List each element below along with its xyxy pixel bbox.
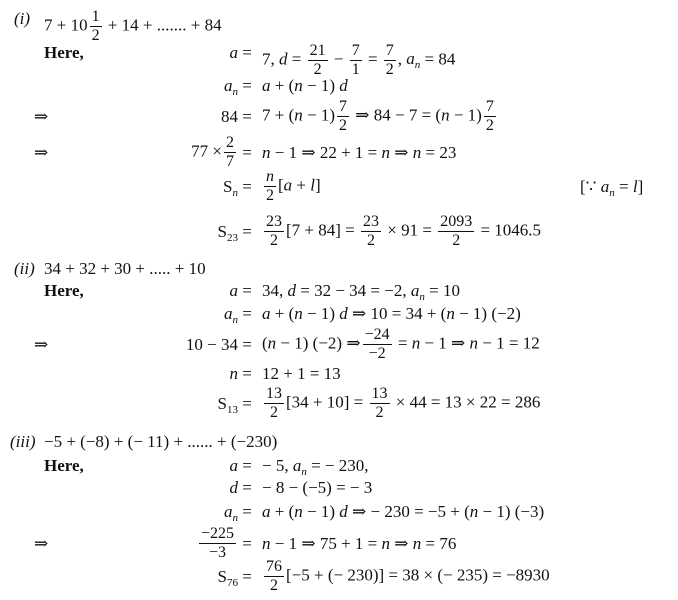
equals-sign: =: [242, 567, 252, 586]
part-i-step4-lhs: 77 × $\frac{2}{7}$: [191, 134, 234, 170]
part-ii-step5-lhs: $S_{13}$: [217, 394, 238, 416]
part-i-step1-lhs: a: [229, 43, 238, 62]
part-i-step3-lhs: 84: [221, 107, 238, 126]
equals-sign: =: [242, 304, 252, 323]
part-i-step6-lhs: $S_{23}$: [217, 222, 238, 244]
part-i-step5-lhs: $S_n$: [223, 177, 238, 199]
part-iii-series: −5 + (−8) + (− 11) + ...... + (−230): [44, 432, 278, 451]
implies-arrow-icon: ⇒: [34, 107, 49, 126]
part-i-step1-rhs: 7, d = $\frac{21}{2}$ − $\frac{7}{1}$ = $\frac{7}{2}$ , $a_n = 84$: [262, 42, 456, 78]
part-i-step6-rhs: $\frac{23}{2}$ [7 + 84] = $\frac{23}{2}$ × 91 = $\frac{2093}{2}$ = 1046.5: [266, 213, 542, 249]
part-ii-step4-rhs: 12 + 1 = 13: [262, 364, 341, 383]
part-ii-label: (ii): [14, 259, 35, 278]
part-iii-step5-rhs: $\frac{76}{2}$ [−5 + (− 230)] = 38 × (− 235) = −8930: [266, 558, 550, 594]
part-ii-step2-rhs: a + (n − 1) d ⇒ 10 = 34 + (n − 1) (−2): [262, 304, 521, 323]
part-i-label: (i): [14, 9, 31, 28]
part-ii-step1-lhs: a: [229, 281, 238, 300]
equals-sign: =: [242, 456, 252, 475]
part-ii-step3-rhs: (n − 1) (−2) ⇒ $\frac{-24}{-2}$ = n − 1 ⇒ n − 1 = 12: [262, 326, 540, 362]
part-iii-step1-rhs: − 5, $a_n$ = − 230,: [262, 456, 369, 478]
equals-sign: =: [242, 502, 252, 521]
equals-sign: =: [242, 534, 252, 553]
equals-sign: =: [242, 394, 252, 413]
equals-sign: =: [242, 364, 252, 383]
part-ii-step2-lhs: $a_n$: [224, 304, 238, 326]
part-iii-step1-lhs: a: [229, 456, 238, 475]
equals-sign: =: [242, 107, 252, 126]
implies-arrow-icon: ⇒: [34, 335, 49, 354]
part-iii-step2-rhs: − 8 − (−5) = − 3: [262, 478, 373, 497]
part-iii-step2-lhs: d: [229, 478, 238, 497]
equals-sign: =: [242, 281, 252, 300]
equals-sign: =: [242, 335, 252, 354]
part-i-step3-rhs: 7 + (n − 1) $\frac{7}{2}$ ⇒ 84 − 7 = (n − 1) $\frac{7}{2}$: [262, 98, 494, 134]
part-i-step5-note: [∵ $a_n = l$]: [580, 177, 644, 199]
part-iii-label: (iii): [10, 432, 36, 451]
part-i-step5-rhs: $\frac{n}{2}$ [a + l]: [266, 168, 321, 204]
implies-arrow-icon: ⇒: [34, 143, 49, 162]
part-i-series: 7 + 10 $\frac{1}{2}$ + 14 + ....... + 84: [44, 8, 222, 44]
equals-sign: =: [242, 177, 252, 196]
equals-sign: =: [242, 76, 252, 95]
part-ii-step3-lhs: 10 − 34: [185, 335, 238, 354]
part-i-step2-rhs: a + (n − 1) d: [262, 76, 348, 95]
implies-arrow-icon: ⇒: [34, 534, 49, 553]
part-ii-step1-rhs: 34, d = 32 − 34 = −2, $a_n = 10$: [262, 281, 460, 303]
equals-sign: =: [242, 478, 252, 497]
part-i-here: Here,: [44, 43, 84, 62]
part-iii-step4-rhs: n − 1 ⇒ 75 + 1 = n ⇒ n = 76: [262, 534, 457, 553]
part-iii-step3-rhs: a + (n − 1) d ⇒ − 230 = −5 + (n − 1) (−3): [262, 502, 545, 521]
part-ii-step4-lhs: n: [229, 364, 238, 383]
part-iii-step5-lhs: $S_{76}$: [217, 567, 238, 589]
equals-sign: =: [242, 222, 252, 241]
equals-sign: =: [242, 143, 252, 162]
part-ii-series: 34 + 32 + 30 + ..... + 10: [44, 259, 206, 278]
part-iii-step4-lhs: $\frac{-225}{-3}$: [200, 525, 234, 561]
part-i-step4-rhs: n − 1 ⇒ 22 + 1 = n ⇒ n = 23: [262, 143, 457, 162]
equals-sign: =: [242, 43, 252, 62]
part-ii-here: Here,: [44, 281, 84, 300]
part-i-step2-lhs: $a_n$: [224, 76, 238, 98]
part-iii-step3-lhs: $a_n$: [224, 502, 238, 524]
part-iii-here: Here,: [44, 456, 84, 475]
part-ii-step5-rhs: $\frac{13}{2}$ [34 + 10] = $\frac{13}{2}$ × 44 = 13 × 22 = 286: [266, 385, 541, 421]
